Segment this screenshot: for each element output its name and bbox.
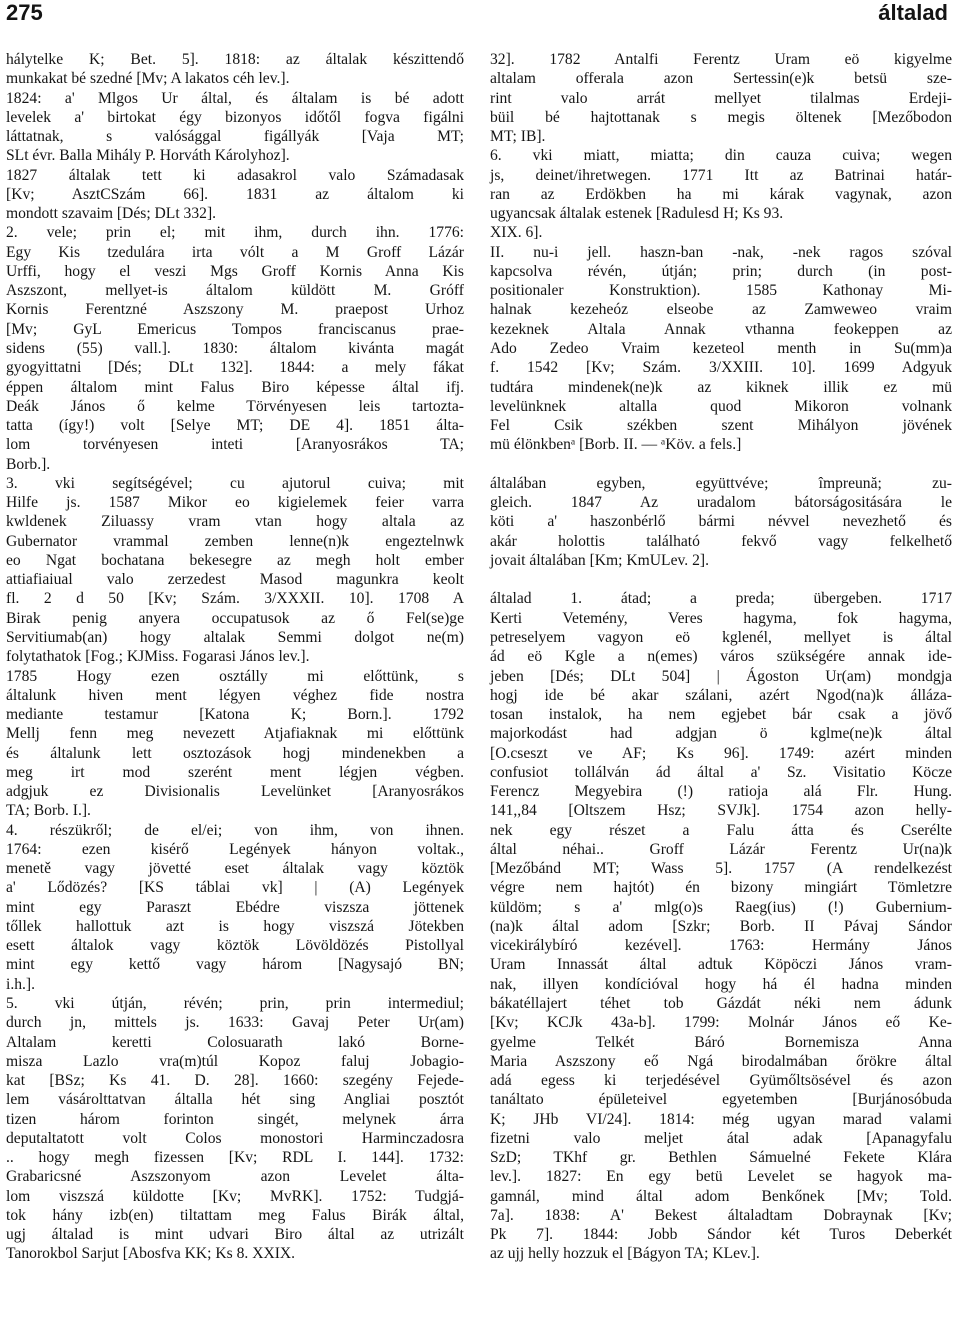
text-line: általunk hiven ment légyen véghez fide nostra: [6, 686, 464, 704]
text-line: positionaler Konstruktion). 1585 Kathonay Mi-: [490, 282, 952, 300]
text-line: 1824: a' Mlgos Ur által, és általam is bé adott: [6, 89, 464, 107]
text-line: munkakat bé szedné [Mv; A lakatos céh lev.].: [6, 70, 290, 88]
text-line: esett általok vagy köztök Lövöldözés Pistollyal: [6, 937, 464, 955]
text-line: attiafiaiual valo zerzedest Masod magunkra keolt: [6, 571, 464, 589]
text-line: Urffi, hogy el veszi Mgs Groff Kornis Anna Kis: [6, 262, 464, 280]
text-line: nek egy részet a Falu átta és Cserélte: [490, 821, 952, 839]
text-line: által néhai.. Groff Lázár Ferentz Ur(na)k: [490, 840, 952, 858]
text-line: tanáltato épületeivel egyetemben [Burjánosóbuda: [490, 1091, 952, 1109]
text-line: durch jn, mittels js. 1633: Gavaj Peter Ur(am): [6, 1014, 464, 1032]
text-line: ugyancsak általak estenek [Radulesd H; Ks 93.: [490, 205, 784, 223]
text-line: és általunk lett osztozások hogj mindenekben a: [6, 744, 464, 762]
text-line: hálytelke K; Bet. 5]. 1818: az általak készittendő: [6, 51, 464, 68]
text-line: tatta (így!) volt [Selye MT; DE 4]. 1851 álta-: [6, 417, 464, 435]
text-line: 1827 általak tett ki adasakrol valo Számadasak: [6, 166, 464, 184]
text-line: a' Lődözés? [KS táblai vk] | (A) Legények: [6, 879, 464, 897]
text-line: mondott szavaim [Dés; DLt 332].: [6, 205, 217, 223]
text-line: Kornis Ferentzné Aszszony M. praepost Urhoz: [6, 301, 464, 319]
text-line: 2. vele; prin el; mit ihm, durch ihn. 1776:: [6, 224, 464, 242]
text-line: tőllek hallottuk azt is hogy viszszá Jötekben: [6, 917, 464, 935]
text-line: gyelme Telkét Báró Bornemisza Anna: [490, 1033, 952, 1051]
text-line: kwldenek Ziluassy vram vtan hogy altala az: [6, 513, 464, 531]
text-line: deputaltatott volt Colos monostori Harminczadosra: [6, 1129, 464, 1147]
text-line: végre nem hajtót) én bizony mingiárt Tömletzre: [490, 879, 952, 897]
text-line: nak, illyen kondícióval hogy há él hadna minden: [490, 975, 952, 993]
text-line: 3. vki segítségével; cu ajutorul cuiva; mit: [6, 474, 464, 492]
text-line: confusiot tollálván ád által a' Sz. Visitatio Köcze: [490, 763, 952, 781]
text-line: Deák János ő kelme Törvényesen leis tartozta-: [6, 397, 464, 415]
text-line: büil bé hajtottanak s megis öltenek [Mezőbodon: [490, 108, 952, 126]
text-line: 7a]. 1838: A' Bekest általadtam Dobraynak [Kv;: [490, 1206, 952, 1224]
text-line: ugj általad is mint udvari Biro által az utrizált: [6, 1226, 464, 1244]
text-line: jeben [Dés; DLt 504] | Ágoston Ur(am) mondgja: [490, 667, 952, 685]
text-line: általában egyben, együttvéve; împreună; zu-: [490, 474, 952, 492]
text-line: SLt évr. Balla Mihály P. Horváth Károlyhoz].: [6, 147, 290, 165]
text-line: Hilfe js. 1587 Mikor eo kigielemek feier varra: [6, 494, 464, 512]
text-line: Fel Csik székben szent Mihályon jövének: [490, 417, 952, 435]
text-line: [Mv; GyL Emericus Tompos franciscanus prae-: [6, 320, 464, 338]
text-line: Egy Kis tzedulára irta vólt a M Groff Lázár: [6, 243, 464, 261]
text-line: az ujj helly hozzuk el [Bágyon TA; KLev.].: [490, 1245, 760, 1263]
text-line: lem vásárolttatvan általla hét sing Angliai posztót: [6, 1091, 464, 1109]
text-line: majorkodást had adgjan ö kglme(ne)k által: [490, 725, 952, 743]
left-column: [6, 50, 464, 1264]
text-line: mint egy kettő vagy három [Nagysajó BN;: [6, 956, 464, 974]
text-line: éppen általom mint Falus Biro képesse által ifj.: [6, 378, 464, 396]
text-line: mediante testamur [Katona K; Born.]. 1792: [6, 706, 464, 724]
text-line: tok hány izb(en) tiltattam meg Falus Birák által,: [6, 1206, 464, 1224]
text-line: kat [BSz; Ks 41. D. 28]. 1660: szegény Fejede-: [6, 1072, 464, 1090]
text-line: rint valo arrát mellyet tilalmas Erdeji-: [490, 89, 952, 107]
text-line: II. nu-i jell. haszn-ban -nak, -nek ragos szóval: [490, 243, 952, 261]
text-line: meg irt mod szerént ment légjen végben.: [6, 763, 464, 781]
text-line: Altalam keretti Colosuarath lakó Borne-: [6, 1033, 464, 1051]
text-line: eo Ngat bochatana bekesegre az megh holt ember: [6, 551, 464, 569]
text-line: Grabaricsné Aszszonyom azon Levelet álta-: [6, 1168, 464, 1186]
text-line: lom torvényesen inteti [Aranyosrákos TA;: [6, 436, 464, 454]
text-line: Birak penig anyera occupatusok az ő Fel(se)ge: [6, 609, 464, 627]
text-line: folytathatok [Fog.; KJMiss. Fogarasi János lev.].: [6, 648, 310, 666]
text-line: akár holottis található fekvő vagy felkelhető: [490, 532, 952, 550]
text-line: Pk 7]. 1844: Jobb Sándor két Turos Deberkét: [490, 1226, 952, 1244]
text-line: levelünknek altalla quod Mikoron volnank: [490, 397, 952, 415]
text-line: menetě vagy jövetté eset általak vagy köztök: [6, 860, 464, 878]
text-line: js, deinet/ihretwegen. 1771 Itt az Batrinai határ-: [490, 166, 952, 184]
text-line: i.h.].: [6, 975, 36, 993]
text-line: ád eö Kgle a n(emes) város szükségére annak ide-: [490, 648, 952, 666]
text-line: adgjuk ez Divisionalis Levelünket [Aranyosrákos: [6, 783, 464, 801]
text-line: altalam offerala azon Sertessin(e)k betsü sze-: [490, 70, 952, 88]
text-line: küldöm; s a' mlg(o)s Raeg(ius) (!) Gubernium-: [490, 898, 952, 916]
text-line: Ado Zedeo Vraim kezeteol menth in Su(mm)a: [490, 339, 952, 357]
text-line: Maria Aszszony eő Ngá birodalmában őrökre által: [490, 1052, 952, 1070]
text-line: levelek a' birtokat égy bizonyos időtől fogva figálni: [6, 108, 464, 126]
text-line: tudtára mindenek(ne)k az kiknek illik ez mü: [490, 378, 952, 396]
text-line: Mellj fenn meg nevezett Atjafiaknak mi előttünk: [6, 725, 464, 743]
text-line: Uram Innassát által adtuk Köpöczi János vram-: [490, 956, 952, 974]
text-line: TA; Borb. I.].: [6, 802, 91, 820]
text-line: Gubernator vrammal zemben lenne(n)k engeztelnwk: [6, 532, 464, 550]
text-line: kapcsolva révén, útján; prin; durch (in post-: [490, 262, 952, 280]
text-line: hogj ide bé akar szálani, azért Ngod(na)k álláza-: [490, 686, 952, 704]
page-number: 275: [6, 0, 43, 25]
text-line: mint egy Paraszt Ebédre viszsza jöttenek: [6, 898, 464, 916]
text-line: tosan instalok, ha nem egjebet bár csak a jövő: [490, 706, 952, 724]
text-line: gyogyittatni [Dés; DLt 132]. 1844: a mely fákat: [6, 359, 464, 377]
text-line: 1764: ezen kisérő Legények hányon voltak.,: [6, 840, 464, 858]
text-line: köti a' haszonbérlő bármi névvel nevezhető és: [490, 513, 952, 531]
text-line: K; JHb VI/24]. 1814: még ugyan marad valami: [490, 1110, 952, 1128]
text-line: adá egess ki terjedésével Gyümőltsösével és azon: [490, 1072, 952, 1090]
text-line: ran az Erdökben ha mi kárak vagynak, azon: [490, 185, 952, 203]
running-head: általad: [878, 0, 948, 25]
text-line: mü élönkbenᵃ [Borb. II. — ᵃKöv. a fels.]: [490, 436, 742, 454]
text-line: petreselyem vagyon eö kglenél, mellyet is által: [490, 628, 952, 646]
blank-line: [490, 570, 952, 589]
text-line: Borb.].: [6, 455, 51, 473]
text-line: Tanorokbol Sarjut [Abosfva KK; Ks 8. XXIX.: [6, 1245, 296, 1263]
text-line: Servitiumab(an) hogy altalak Semmi dolgot ne(m): [6, 628, 464, 646]
text-line: MT; IB].: [490, 128, 546, 146]
text-line: 6. vki miatt, miatta; din cauza cuiva; wegen: [490, 147, 952, 165]
text-line: általad 1. átad; a preda; übergeben. 1717: [490, 590, 952, 608]
text-line: Aszszont, mellyet-is általom küldött M. Gróff: [6, 282, 464, 300]
text-line: 1785 Hogy ezen osztálly mi előttünk, s: [6, 667, 464, 685]
text-line: gleich. 1847 Az uradalom bátorságositására le: [490, 494, 952, 512]
text-line: halnak kezeheóz elseobe az Zamweweo vraim: [490, 301, 952, 319]
text-line: 4. részükről; de el/ei; von ihm, von ihnen.: [6, 821, 464, 839]
text-line: SzD; TKhf gr. Bethlen Sámuelné Fekete Klára: [490, 1149, 952, 1167]
text-line: .. hogy megh fizessen [Kv; RDL I. 144]. 1732:: [6, 1149, 464, 1167]
text-line: gamnál, mind által adom Benkőnek [Mv; Told.: [490, 1187, 952, 1205]
text-line: jovait általában [Km; KmULev. 2].: [490, 551, 709, 569]
text-line: fl. 2 d 50 [Kv; Szám. 3/XXXII. 10]. 1708 A: [6, 590, 464, 608]
text-line: 141,,84 [Oltszem Hsz; SVJk]. 1754 azon helly-: [490, 802, 952, 820]
blank-line: [490, 455, 952, 474]
text-line: lom viszszá küldotte [Kv; MvRK]. 1752: Tudgjá-: [6, 1187, 464, 1205]
text-line: lev.]. 1827: En egy betü Levelet se hagyok ma-: [490, 1168, 952, 1186]
text-line: vicekirálybíró kezével]. 1763: Hermány János: [490, 937, 952, 955]
text-line: Ferencz Megyebira (!) ratioja alá Flr. Hung.: [490, 783, 952, 801]
text-line: misza Lazlo vra(m)túl Kopoz faluj Jobagio-: [6, 1052, 464, 1070]
text-line: (na)k által adom [Szkr; Borb. II Pávaj Sándor: [490, 917, 952, 935]
text-line: tizen három forinton singét, melynek árra: [6, 1110, 464, 1128]
text-line: 32]. 1782 Antalfi Ferentz Uram eö kigyelme: [490, 51, 952, 68]
text-line: [Mezőbánd MT; Wass 5]. 1757 (A rendelkezést: [490, 860, 952, 878]
text-line: fizetni valo meljet átal adak [Apanagyfalu: [490, 1129, 952, 1147]
text-line: XIX. 6].: [490, 224, 543, 242]
text-line: sidens (55) vall.]. 1830: általom kivánta magát: [6, 339, 464, 357]
text-line: 5. vki útján, révén; prin, prin intermediul;: [6, 995, 464, 1013]
text-line: bákatéllajert téhet tob Gázdát néki nem ádunk: [490, 995, 952, 1013]
text-line: láttatnak, s valósággal figállyák [Vaja MT;: [6, 128, 464, 146]
text-line: [Kv; AsztCSzám 66]. 1831 az általom ki: [6, 185, 464, 203]
text-line: f. 1542 [Kv; Szám. 3/XXIII. 10]. 1699 Adgyuk: [490, 359, 952, 377]
text-line: [O.cseszt ve AF; Ks 96]. 1749: azért minden: [490, 744, 952, 762]
text-line: kezeknek Altala Annak vthanna feokeppen az: [490, 320, 952, 338]
right-column: [490, 50, 952, 1264]
text-line: [Kv; KCJk 43a-b]. 1799: Molnár János eő Ke-: [490, 1014, 952, 1032]
text-line: Kerti Vetemény, Veres hagyma, fok hagyma,: [490, 609, 952, 627]
